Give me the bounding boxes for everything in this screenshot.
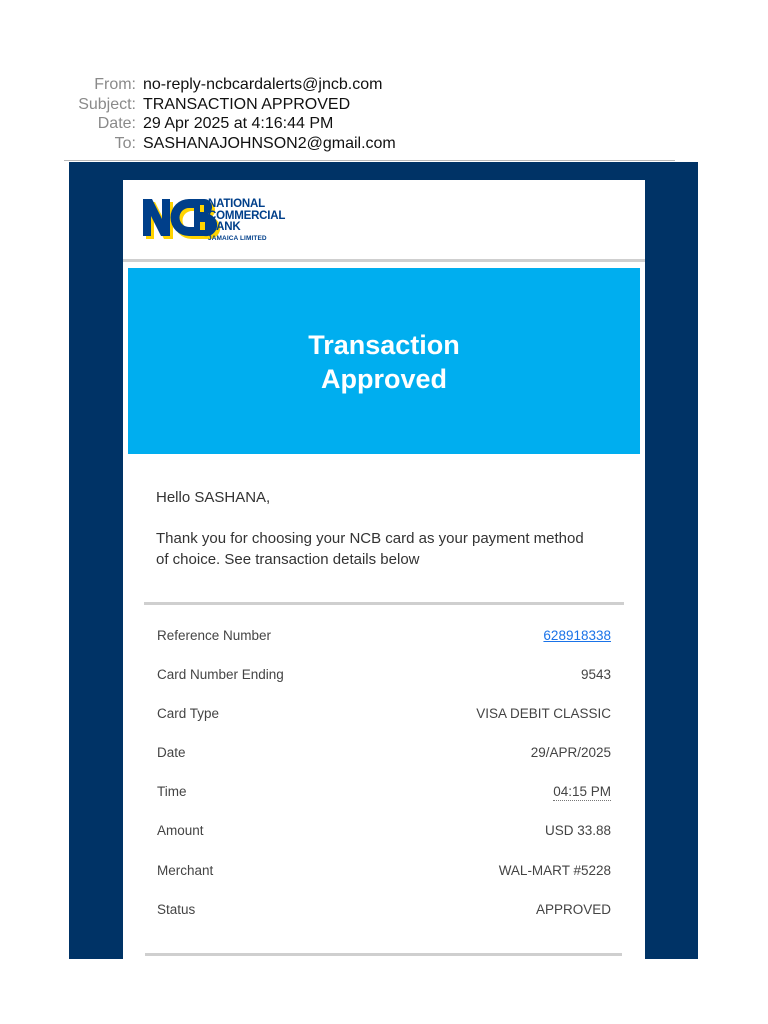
- detail-row-status: [157, 902, 611, 941]
- header-divider: [64, 160, 675, 161]
- from-row: [0, 75, 768, 95]
- merchant-label: Merchant: [157, 862, 214, 878]
- logo-divider: [123, 259, 645, 262]
- from-label: From:: [94, 76, 136, 93]
- detail-row-reference: [157, 628, 611, 667]
- time-value[interactable]: 04:15 PM: [553, 784, 611, 800]
- bank-name-line4: JAMAICA LIMITED: [208, 234, 267, 242]
- to-label: To:: [114, 134, 136, 152]
- merchant-value: WAL-MART #5228: [498, 862, 611, 878]
- intro-text: Thank you for choosing your NCB card as your payment method of choice. See transaction details below: [156, 530, 584, 568]
- bank-name-line1: NATIONAL: [208, 198, 265, 210]
- to-value[interactable]: SASHANAJOHNSON2@gmail.com: [143, 134, 396, 152]
- banner-title-line2: Approved: [320, 364, 447, 394]
- card-type-label: Card Type: [157, 706, 220, 722]
- to-row: [0, 134, 768, 154]
- date-label-detail: Date: [157, 745, 186, 761]
- date-row: [0, 114, 768, 134]
- reference-label: Reference Number: [157, 628, 272, 643]
- subject-label: Subject:: [78, 95, 136, 113]
- amount-label: Amount: [157, 823, 204, 839]
- transaction-details: [157, 628, 611, 941]
- detail-row-merchant: [157, 863, 611, 902]
- card-type-value: VISA DEBIT CLASSIC: [476, 706, 611, 722]
- status-label: Status: [157, 901, 196, 917]
- details-bottom-divider: [145, 953, 622, 956]
- details-top-divider: [144, 602, 624, 605]
- detail-row-date: [157, 745, 611, 784]
- date-value-detail: 29/APR/2025: [530, 745, 611, 761]
- reference-value-link[interactable]: 628918338: [543, 628, 611, 643]
- detail-row-card-ending: [157, 667, 611, 706]
- detail-row-card-type: [157, 706, 611, 745]
- from-value[interactable]: no-reply-ncbcardalerts@jncb.com: [143, 76, 383, 93]
- banner-title: [128, 328, 640, 396]
- date-label: Date:: [97, 115, 136, 132]
- subject-value: TRANSACTION APPROVED: [143, 95, 351, 113]
- date-value: 29 Apr 2025 at 4:16:44 PM: [143, 115, 334, 132]
- bank-name-line2: COMMERCIAL: [208, 209, 286, 222]
- email-header: [0, 75, 768, 153]
- detail-row-amount: [157, 823, 611, 862]
- detail-row-time: [157, 784, 611, 823]
- bank-name: [208, 199, 285, 243]
- bank-name-line3: BANK: [208, 221, 241, 233]
- greeting-text: Hello SASHANA,: [156, 489, 271, 506]
- status-value: APPROVED: [535, 901, 611, 917]
- subject-row: [0, 95, 768, 115]
- transaction-banner: [128, 268, 640, 454]
- card-ending-label: Card Number Ending: [157, 667, 284, 683]
- card-ending-value: 9543: [580, 667, 611, 683]
- time-label: Time: [157, 784, 187, 800]
- banner-title-line1: Transaction: [308, 330, 460, 360]
- amount-value: USD 33.88: [544, 823, 611, 839]
